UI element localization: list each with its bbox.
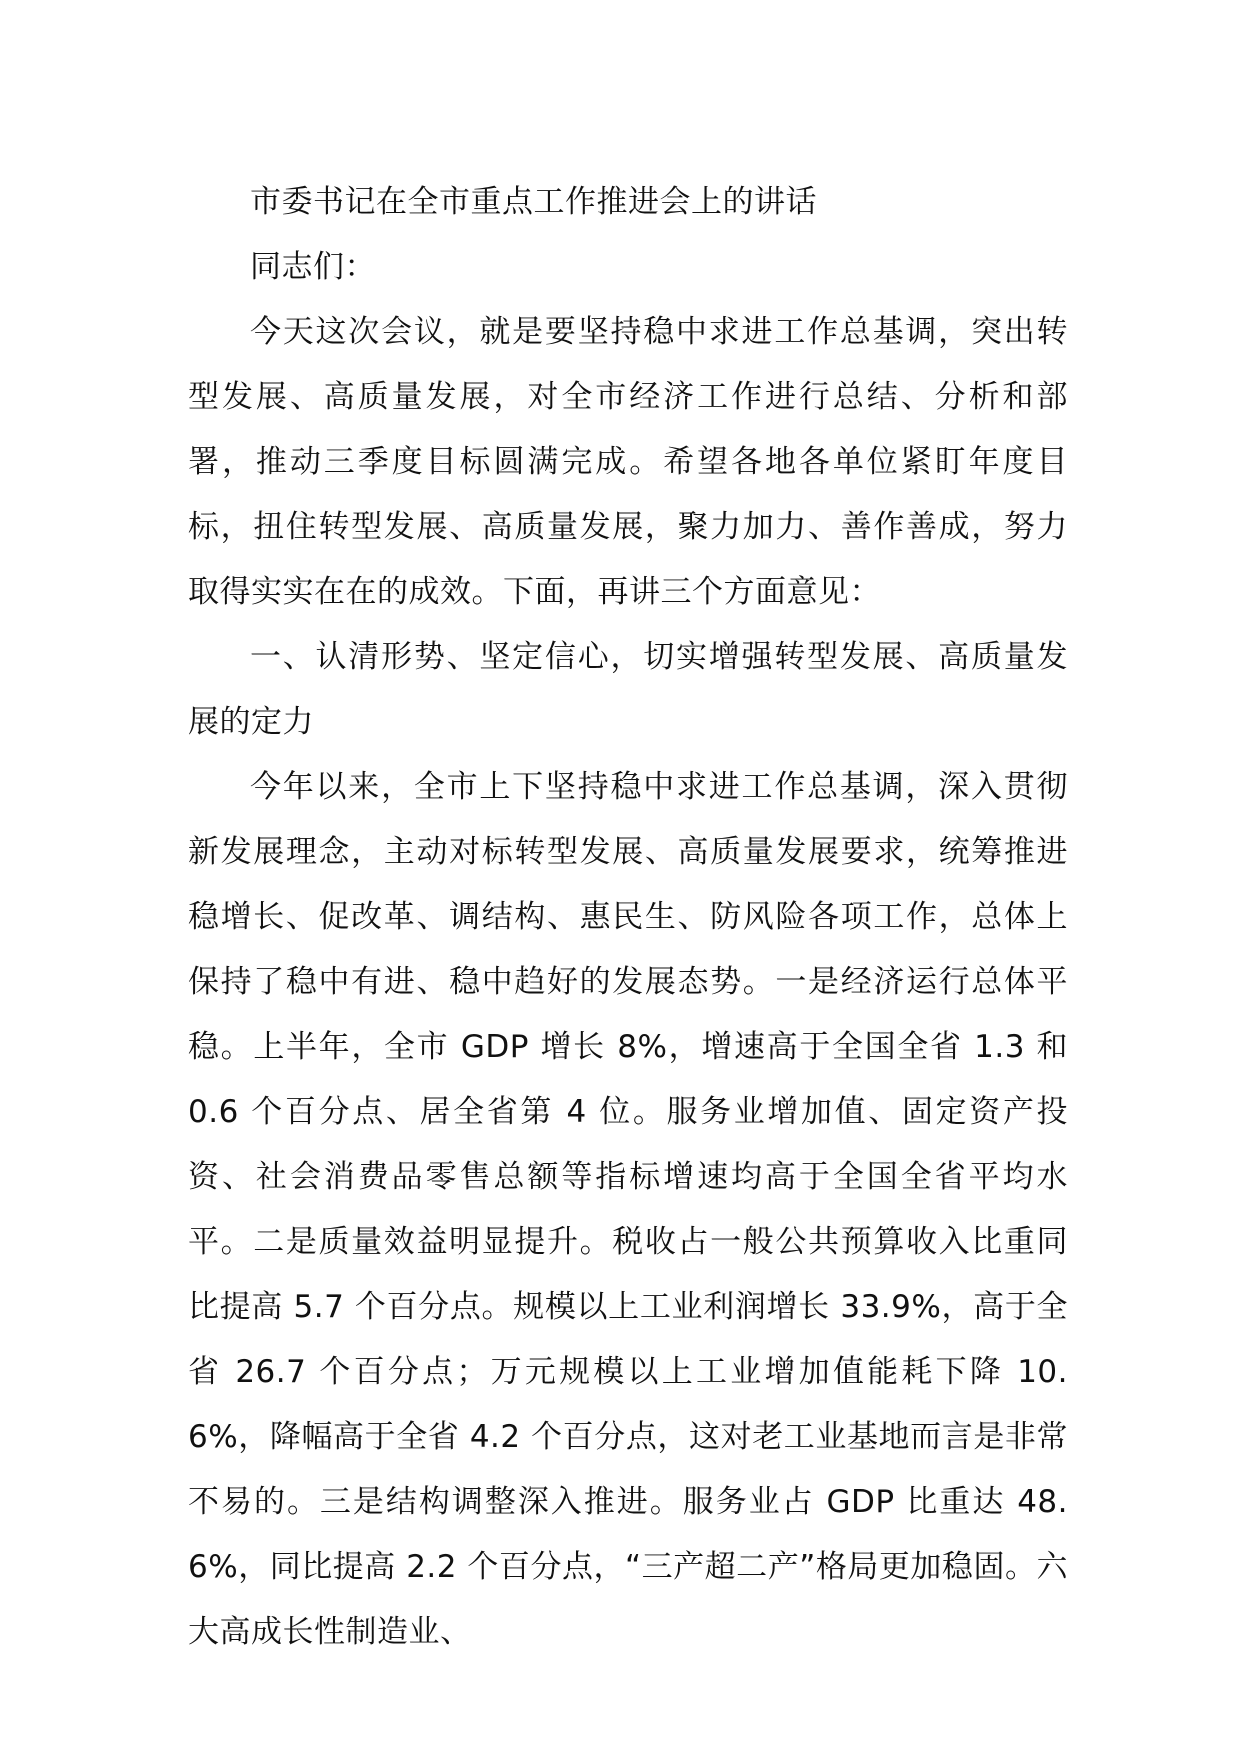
section-heading-one: 一、认清形势、坚定信心，切实增强转型发展、高质量发展的定力: [188, 639, 1068, 740]
document-body: [188, 170, 1068, 1665]
paragraph-situation: 今年以来，全市上下坚持稳中求进工作总基调，深入贯彻新发展理念，主动对标转型发展、高质量发展要求，统筹推进稳增长、促改革、调结构、惠民生、防风险各项工作，总体上保持了稳中有进、稳中趋好的发展态势。一是经济运行总体平稳。上半年，全市 GDP 增长 8%，增速高于全国全省 1.3 和 0.6 个百分点、居全省第 4 位。服务业增加值、固定资产投资、社会消费品零售总额等指标增速均高于全国全省平均水平。二是质量效益明显提升。税收占一般公共预算收入比重同比提高 5.7 个百分点。规模以上工业利润增长 33.9%，高于全省 26.7 个百分点；万元规模以上工业增加值能耗下降 10.6%，降幅高于全省 4.2 个百分点，这对老工业基地而言是非常不易的。三是结构调整深入推进。服务业占 GDP 比重达 48.6%，同比提高 2.2 个百分点，“三产超二产”格局更加稳固。六大高成长性制造业、: [188, 769, 1068, 1650]
paragraph-opening: 今天这次会议，就是要坚持稳中求进工作总基调，突出转型发展、高质量发展，对全市经济工作进行总结、分析和部署，推动三季度目标圆满完成。希望各地各单位紧盯年度目标，扭住转型发展、高质量发展，聚力加力、善作善成，努力取得实实在在的成效。下面，再讲三个方面意见：: [188, 314, 1068, 610]
document-title: 市委书记在全市重点工作推进会上的讲话: [250, 184, 817, 220]
salutation: 同志们：: [250, 249, 376, 285]
